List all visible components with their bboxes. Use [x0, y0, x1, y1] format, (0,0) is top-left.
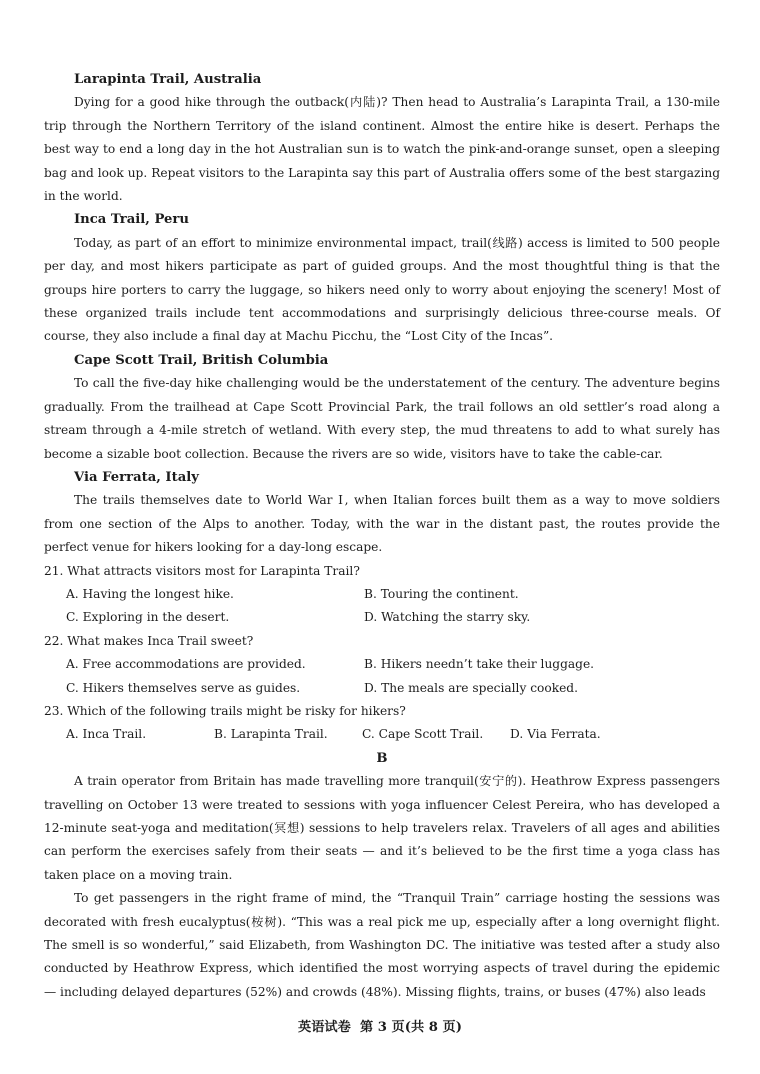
- trail-text-larapinta: Dying for a good hike through the outback(内陆)? Then head to Australia’s Larapinta Trail, a 130-mile trip through the Northern Territory of the island continent. Almost the entire hike is desert. Perhaps the best way to end a long day in the hot Australian sun is to watch the pink-and-orange sunset, open a sleeping bag and look up. Repeat visitors to the Larapinta say this part of Australia offers some of the best stargazing in the world.: [44, 95, 720, 204]
- section-b-label: B: [376, 750, 388, 766]
- question-23-options: [66, 723, 720, 746]
- trail-heading-via-ferrata: Via Ferrata, Italy: [74, 469, 199, 485]
- option-23-b[interactable]: B. Larapinta Trail.: [214, 727, 328, 742]
- trail-text-inca: Today, as part of an effort to minimize environmental impact, trail(线路) access is limited to 500 people per day, and most hikers participate as part of guided groups. And the most thoughtful thing is that the groups hire porters to carry the luggage, so hikers need only to worry about enjoying the scenery! Most of these organized trails include tent accommodations and surprisingly delicious three-course meals. Of course, they also include a final day at Machu Picchu, the “Lost City of the Incas”.: [44, 235, 720, 344]
- footer-page-number: 第 3 页(共 8 页): [359, 1020, 462, 1035]
- option-23-a[interactable]: A. Inca Trail.: [66, 727, 147, 742]
- question-22-options-2: [66, 677, 720, 700]
- question-21-options: [66, 583, 720, 606]
- option-22-d[interactable]: D. The meals are specially cooked.: [364, 680, 578, 695]
- option-21-c[interactable]: C. Exploring in the desert.: [66, 610, 230, 625]
- question-21-options-2: [66, 606, 720, 629]
- trail-heading-inca: Inca Trail, Peru: [74, 212, 189, 228]
- page-footer: [0, 1016, 760, 1035]
- footer-subject: 英语试卷: [298, 1020, 351, 1035]
- option-21-d[interactable]: D. Watching the starry sky.: [364, 610, 531, 625]
- trail-heading-cape-scott: Cape Scott Trail, British Columbia: [74, 352, 329, 368]
- trail-heading-larapinta: Larapinta Trail, Australia: [74, 72, 262, 87]
- trail-text-via-ferrata: The trails themselves date to World War Ⅰ, when Italian forces built them as a way to move soldiers from one section of the Alps to another. Today, with the war in the distant past, the routes provide the perfect venue for hikers looking for a day-long escape.: [44, 493, 720, 555]
- question-23: 23. Which of the following trails might be risky for hikers?: [44, 703, 406, 718]
- option-22-a[interactable]: A. Free accommodations are provided.: [66, 657, 306, 672]
- question-22-options: [66, 653, 720, 676]
- trail-text-cape-scott: To call the five-day hike challenging would be the understatement of the century. The adventure begins gradually. From the trailhead at Cape Scott Provincial Park, the trail follows an old settler’s road along a stream through a 4-mile stretch of wetland. With every step, the mud threatens to add to what surely has become a sizable boot collection. Because the rivers are so wide, visitors have to take the cable-car.: [44, 376, 720, 461]
- option-23-d[interactable]: D. Via Ferrata.: [510, 727, 601, 742]
- option-21-a[interactable]: A. Having the longest hike.: [66, 586, 234, 601]
- section-b-paragraph-1: A train operator from Britain has made travelling more tranquil(安宁的). Heathrow Express passengers travelling on October 13 were treated to sessions with yoga influencer Celest Pereira, who has developed a 12-minute seat-yoga and meditation(冥想) sessions to help travelers relax. Travelers of all ages and abilities can perform the exercises safely from their seats — and it’s believed to be the first time a yoga class has taken place on a moving train.: [44, 774, 720, 882]
- exam-page: [44, 68, 720, 1004]
- section-b-paragraph-2: To get passengers in the right frame of mind, the “Tranquil Train” carriage hosting the sessions was decorated with fresh eucalyptus(桉树). “This was a real pick me up, especially after a long overnight flight. The smell is so wonderful,” said Elizabeth, from Washington DC. The initiative was tested after a study also conducted by Heathrow Express, which identified the most worrying aspects of travel during the epidemic — including delayed departures (52%) and crowds (48%). Missing flights, trains, or buses (47%) also leads: [44, 891, 720, 999]
- option-22-c[interactable]: C. Hikers themselves serve as guides.: [66, 680, 301, 695]
- option-22-b[interactable]: B. Hikers needn’t take their luggage.: [364, 657, 595, 672]
- option-23-c[interactable]: C. Cape Scott Trail.: [362, 727, 484, 742]
- question-21: 21. What attracts visitors most for Larapinta Trail?: [44, 563, 360, 578]
- option-21-b[interactable]: B. Touring the continent.: [364, 586, 519, 601]
- question-22: 22. What makes Inca Trail sweet?: [44, 633, 254, 648]
